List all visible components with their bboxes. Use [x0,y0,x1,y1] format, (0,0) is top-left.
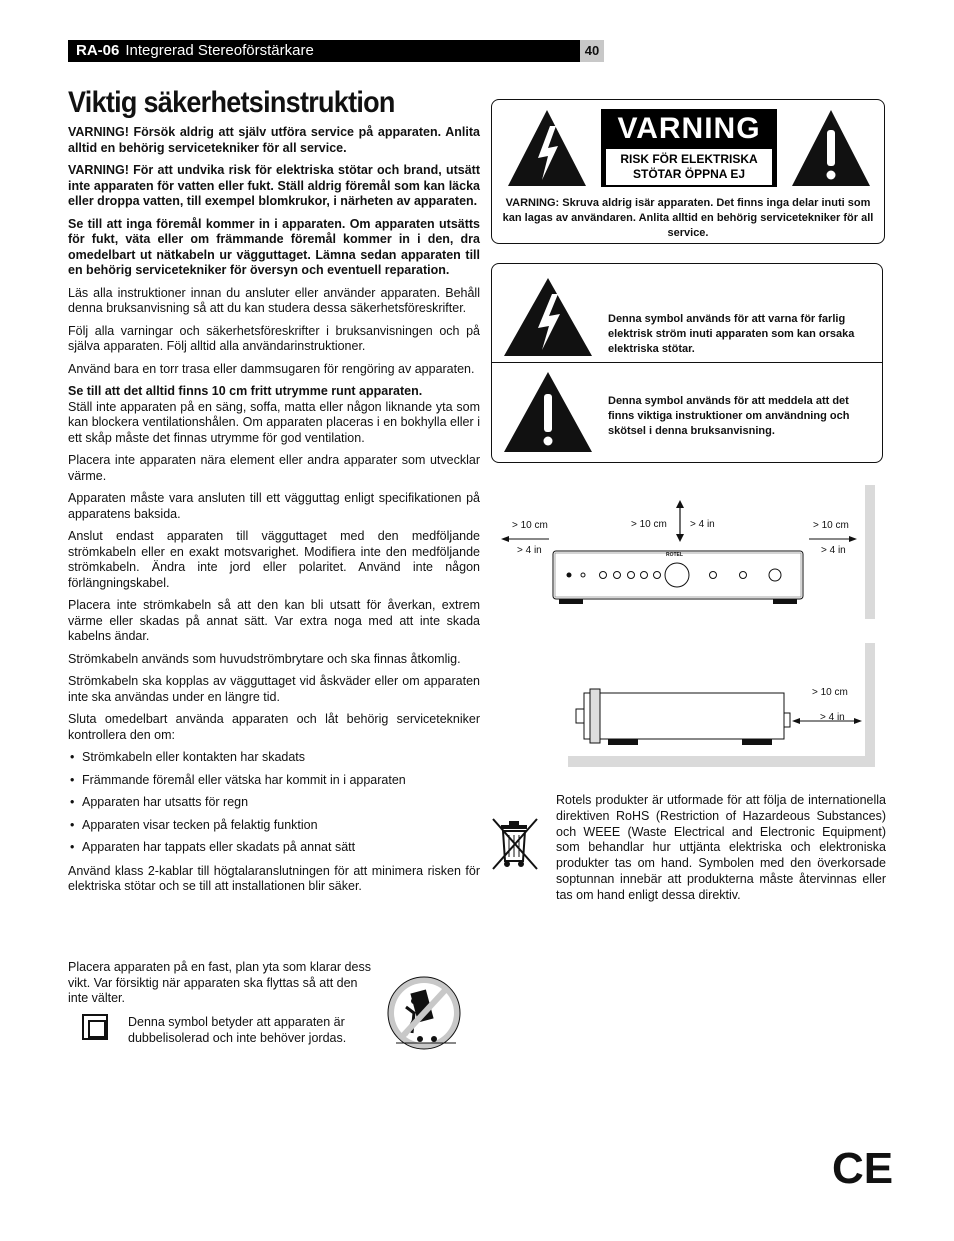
exclamation-symbol-text: Denna symbol används för att meddela att det finns viktiga instruktioner om användning och skötsel i denna bruksanvisning. [608,395,850,437]
lightning-symbol-icon [502,276,594,358]
para-thunder: Strömkabeln ska kopplas av vägguttaget vid åskväder eller om apparaten inte ska användas under en längre tid. [68,674,480,704]
model-name: RA-06 [76,42,120,59]
para-cable-damage: Placera inte strömkabeln så att den kan bli utsatt för åverkan, extrem värme eller skadas på annat sätt. Var extra noga med att inte skada kabelns ändar. [68,598,480,643]
warning-box [491,99,885,244]
exclamation-symbol-icon [502,370,594,454]
lightning-symbol-text: Denna symbol används för att varna för farlig elektrisk ström inuti apparaten som kan orsaka elektriska stötar. [608,313,855,355]
front-clearance-diagram [491,485,875,619]
clearance-label: > 4 in [690,519,715,530]
clearance-label: > 10 cm [631,519,667,530]
page-title: Viktig säkerhetsinstruktion [68,86,395,119]
para-outlet: Apparaten måste vara ansluten till ett vägguttag enligt specifikationen på apparatens baksida. [68,491,480,521]
side-clearance-diagram [568,643,875,767]
warning-objects: Se till att inga föremål kommer in i apparaten. Om apparaten utsätts för fukt, väta eller om främmande föremål kommer in i den, dra omedelbart ut nätkabeln ur vägguttaget. Lämna sedan apparaten till en behörig servicetekniker för översyn och eventuell reparation. [68,216,480,277]
ce-mark-icon [832,1144,894,1193]
divider [492,362,882,363]
page-number: 40 [580,40,604,62]
double-insulation-text: Denna symbol betyder att apparaten är dubbelisolerad och inte behöver jordas. [128,1015,347,1045]
warning-sub2: STÖTAR ÖPPNA EJ [632,167,745,181]
clearance-label: > 10 cm [512,520,548,531]
warning-service: VARNING! Försök aldrig att själv utföra service på apparaten. Anlita alltid en behörig servicetekniker för all service. [68,125,480,155]
para-read-instructions: Läs alla instruktioner innan du ansluter eller använder apparaten. Behåll denna bruksanvisning så att du kan studera dessa säkerhetsföreskrifter. [68,285,480,315]
spacing-heading: Se till att det alltid finns 10 cm fritt utrymme runt apparaten. [68,384,423,398]
clearance-label: > 4 in [517,545,542,556]
header-subtitle: Integrerad Stereoförstärkare [125,42,314,59]
weee-text: Rotels produkter är utformade för att följa de internationella direktiven RoHS (Restriction of Hazardeous Substances) och WEEE (Waste Electrical and Electronic Equipment) som behandlar hur uttjänta elektriska och elektroniska produkter tas om hand. Symbolen med den överkorsade soptunnan innebär att produkterna måste återvinnas eller tas om hand enligt dessa direktiv. [556,793,886,902]
ce-mark-text: CE [832,1144,894,1193]
warning-water: VARNING! För att undvika risk för elektriska stötar och brand, utsätt inte apparaten för vatten eller fukt. Ställ aldrig föremål som kan läcka eller droppa vatten, till exempel blomkrukor, i närheten av apparaten. [68,163,480,208]
para-heat: Placera inte apparaten nära element eller andra apparater som utvecklar värme. [68,453,480,483]
list-item: • Strömkabeln eller kontakten har skadats [68,750,480,766]
exclamation-warning-icon [790,108,872,188]
list-item: • Främmande föremål eller vätska har kommit in i apparaten [68,773,480,789]
double-insulation-icon [82,1014,108,1040]
clearance-label: > 4 in [820,712,845,723]
para-cleaning: Använd bara en torr trasa eller dammsugaren för rengöring av apparaten. [68,361,475,376]
list-item: • Apparaten har utsatts för regn [68,795,480,811]
lightning-warning-icon [506,108,588,188]
clearance-label: > 10 cm [812,687,848,698]
para-follow-warnings: Följ alla varningar och säkerhetsföreskrifter i bruksanvisningen och på själva apparaten. Följ alltid alla användarinstruktioner. [68,323,480,353]
brand-label: ROTEL [666,552,683,558]
warning-sub1: RISK FÖR ELEKTRISKA [620,152,758,166]
list-item: • Apparaten har tappats eller skadats på annat sätt [68,840,480,856]
para-power-cable: Anslut endast apparaten till vägguttaget med den medföljande strömkabeln eller en exakt motsvarighet. Modifiera inte den medföljande strömkabeln. Ändra inte jord eller polaritet. Använd inte någon förlängningskabel. [68,529,480,590]
symbols-box [491,263,883,463]
warning-caption: VARNING: Skruva aldrig isär apparaten. Det finns inga delar inuti som kan lagas av användaren. Anlita alltid en behörig servicetekniker för all service. [502,197,874,239]
placement-note: Placera apparaten på en fast, plan yta som klarar dess vikt. Var försiktig när apparaten ska flyttas så att den inte välter. [68,960,371,1005]
header-bar [68,40,580,62]
warning-title: VARNING [617,112,761,145]
para-speaker-cables: Använd klass 2-kablar till högtalaranslutningen för att minimera risken för elektriska stötar och se till att installationen blir säker. [68,863,480,893]
crossed-bin-icon [489,815,541,875]
main-column [68,125,480,902]
damage-list [68,750,480,856]
clearance-label: > 4 in [821,545,846,556]
no-tipping-cart-icon [384,973,464,1053]
warning-banner [601,109,777,187]
spacing-text: Ställ inte apparaten på en säng, soffa, matta eller någon liknande yta som kan blockera ventilationshålen. Om apparaten placeras i en bokhylla eller i ett skåp måste det finnas utrymme för god ventilation. [68,399,480,445]
para-main-switch: Strömkabeln används som huvudströmbrytare och ska finnas åtkomlig. [68,651,461,666]
list-item: • Apparaten visar tecken på felaktig funktion [68,818,480,834]
amplifier-side-drawing [568,643,865,756]
para-stop-using: Sluta omedelbart använda apparaten och låt behörig servicetekniker kontrollera den om: [68,712,480,742]
clearance-label: > 10 cm [813,520,849,531]
